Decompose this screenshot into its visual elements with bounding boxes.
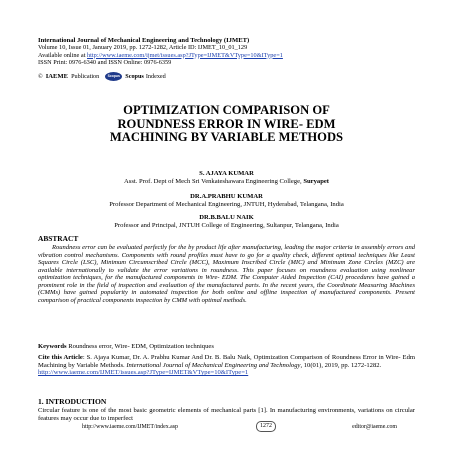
title-line-1: OPTIMIZATION COMPARISON OF (123, 103, 330, 117)
journal-header (38, 37, 283, 67)
author-block-1 (20, 170, 433, 185)
indexed-label: Indexed (145, 72, 166, 80)
iaeme-logo-text: IAEME (45, 72, 69, 80)
cite-label: Cite this Article (38, 354, 83, 361)
page-number: 1272 (256, 421, 276, 432)
available-online-prefix: Available online at (38, 51, 88, 59)
author-name: DR.A.PRABHU KUMAR (190, 193, 263, 200)
affiliation-text: Professor Department of Mechanical Engineering, JNTUH, Hyderabad, Telangana, India (109, 200, 344, 208)
abstract-text: Roundness error can be evaluated perfectly for the by product life after manufacturing, leading the major criteria in assembly errors and vibration control mechanisms. Components with round profiles must have to go for a quality check, different optimal techniques like Least Squares Circle (LSC), Minimum Circumscribed Circle (MCC), Maximum Inscribed Circle (MIC) and Minimum Zone Circles (MZC) are available internationally to validate the error variations in roundness. This paper focuses on roundness evaluation using nonlinear optimization techniques, for the manufactured components in Wire- EDM. The Computer Aided Inspection (CAI) procedures have gained a prominent role in the field of inspection and evaluation of the manufactured parts. In the recent years, the Coordinate Measuring Machines (CMMs) have gained popularity in automated inspection for both online and offline inspection of manufactured components. Present comparison of practical components inspection by CMM with optimal methods. (38, 244, 415, 304)
issn-line: ISSN Print: 0976-6340 and ISSN Online: 0976-6359 (38, 59, 172, 67)
cite-text: : S. Ajaya Kumar, Dr. A. Prabhu Kumar And Dr. B. Balu Naik, Optimization Comparison of Roundness Error in Wire- Edm Machining by Variable Methods. (38, 354, 416, 369)
cite-volume: , 10(01), 2019, pp. 1272-1282. (300, 361, 382, 369)
scopus-label: Scopus (125, 72, 144, 80)
available-online-line (38, 52, 283, 59)
title-line-2: ROUNDNESS ERROR IN WIRE- EDM (117, 116, 336, 131)
author-affiliation (20, 201, 433, 209)
footer-email[interactable]: editor@iaeme.com (352, 424, 397, 430)
scopus-badge-icon: Scopus (105, 72, 122, 81)
author-name: DR.B.BALU NAIK (199, 214, 254, 221)
paper-title (40, 104, 413, 145)
keywords-line (38, 343, 415, 351)
affiliation-text: Asst. Prof. Dept of Mech Sri Venkateshawara Engineering College, (124, 177, 304, 185)
footer-url[interactable]: http://www.iaeme.com/IJMET/index.asp (82, 424, 178, 430)
page-footer (38, 421, 415, 433)
author-affiliation (20, 222, 433, 230)
cite-journal: International Journal of Mechanical Engineering and Technology (126, 361, 301, 369)
introduction-text: Circular feature is one of the most basic geometric elements of mechanical parts [1]. In manufacturing environments, variations on circular features may occur due to imperfect (38, 407, 415, 422)
citation-block (38, 354, 415, 377)
keywords-label: Keywords (38, 343, 67, 350)
copyright-symbol: © (38, 72, 43, 80)
journal-name: International Journal of Mechanical Engineering and Technology (IJMET) (38, 37, 250, 44)
author-name: S. AJAYA KUMAR (199, 170, 254, 177)
author-block-3 (20, 214, 433, 229)
affiliation-city: Suryapet (303, 177, 329, 185)
issue-link[interactable]: http://www.iaeme.com/ijmet/issues.asp?JType=IJMET&VType=10&IType=1 (87, 51, 283, 59)
title-line-3: MACHINING BY VARIABLE METHODS (109, 130, 344, 145)
volume-issue-line: Volume 10, Issue 01, January 2019, pp. 1272-1282, Article ID: IJMET_10_01_129 (38, 44, 248, 52)
cite-link[interactable]: http://www.iaeme.com/IJMET/issues.asp?JType=IJMET&VType=10&IType=1 (38, 369, 249, 377)
author-block-2 (20, 193, 433, 208)
author-affiliation (20, 178, 433, 186)
keywords-text: Roundness error, Wire- EDM, Optimization techniques (66, 343, 214, 350)
abstract-heading: ABSTRACT (38, 234, 79, 243)
publication-label: Publication (71, 72, 100, 80)
publisher-logos (38, 71, 166, 81)
section-heading-introduction: 1. INTRODUCTION (38, 397, 107, 406)
affiliation-text: Professor and Principal, JNTUH College of Engineering, Sultanpur, Telangana, India (114, 221, 339, 229)
